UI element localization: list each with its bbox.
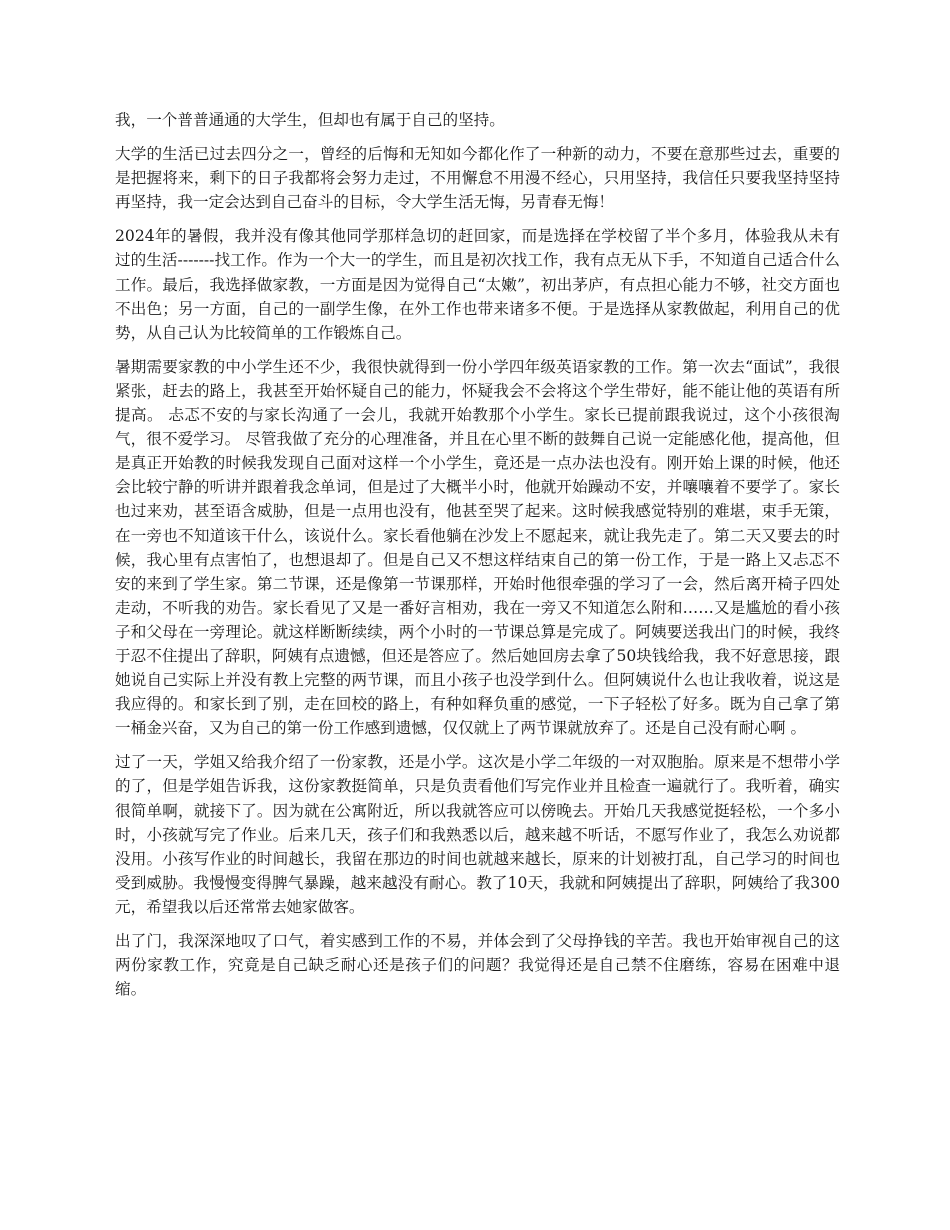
paragraph-first-tutoring: 暑期需要家教的中小学生还不少，我很快就得到一份小学四年级英语家教的工作。第一次去“面试”，我很紧张，赶去的路上，我甚至开始怀疑自己的能力，怀疑我会不会将这个学生带好，能不能让他的英语有所提高。 忐忑不安的与家长沟通了一会儿，我就开始教那个小学生。家长已提前跟我说过，这个小孩很淘气，很不爱学习。 尽管我做了充分的心理准备，并且在心里不断的鼓舞自己说一定能感化他，提高他，但是真正开始教的时候我发现自己面对这样一个小学生，竟还是一点办法也没有。刚开始上课的时候，他还会比较宁静的听讲并跟着我念单词，但是过了大概半小时，他就开始躁动不安，并嚷嚷着不要学了。家长也过来劝，甚至语含威胁，但是一点用也没有，他甚至哭了起来。这时候我感觉特别的难堪，束手无策，在一旁也不知道该干什么，该说什么。家长看他躺在沙发上不愿起来，就让我先走了。第二天又要去的时候，我心里有点害怕了，也想退却了。但是自己又不想这样结束自己的第一份工作，于是一路上又忐忑不安的来到了学生家。第二节课，还是像第一节课那样，开始时他很牵强的学习了一会，然后离开椅子四处走动，不听我的劝告。家长看见了又是一番好言相劝，我在一旁又不知道怎么附和……又是尴尬的看小孩子和父母在一旁理论。就这样断断续续，两个小时的一节课总算是完成了。阿姨要送我出门的时候，我终于忍不住提出了辞职，阿姨有点遗憾，但还是答应了。然后她回房去拿了50块钱给我，我不好意思接，跟她说自己实际上并没有教上完整的两节课，而且小孩子也没学到什么。但阿姨说什么也让我收着，说这是我应得的。和家长到了别，走在回校的路上，有种如释负重的感觉，一下子轻松了好多。既为自己拿了第一桶金兴奋，又为自己的第一份工作感到遗憾，仅仅就上了两节课就放弃了。还是自己没有耐心啊 。 (115, 357, 840, 738)
paragraph-intro: 我，一个普普通通的大学生，但却也有属于自己的坚持。 (115, 111, 505, 129)
paragraph-summer-job: 2024年的暑假，我并没有像其他同学那样急切的赶回家，而是选择在学校留了半个多月，体验我从未有过的生活-------找工作。作为一个大一的学生，而且是初次找工作，我有点无从下手，不知道自己适合什么工作。最后，我选择做家教，一方面是因为觉得自己“太嫩”，初出茅庐，有点担心能力不够，社交方面也不出色；另一方面，自己的一副学生像，在外工作也带来诸多不便。于是选择从家教做起，利用自己的优势，从自己认为比较简单的工作锻炼自己。 (115, 227, 840, 342)
paragraph-reflection: 出了门，我深深地叹了口气，着实感到工作的不易，并体会到了父母挣钱的辛苦。我也开始审视自己的这两份家教工作，究竟是自己缺乏耐心还是孩子们的问题？我觉得还是自己禁不住磨练，容易在困难中退缩。 (115, 932, 840, 999)
paragraph-university-life: 大学的生活已过去四分之一，曾经的后悔和无知如今都化作了一种新的动力，不要在意那些过去，重要的是把握将来，剩下的日子我都将会努力走过，不用懈怠不用漫不经心，只用坚持，我信任只要我坚持坚持再坚持，我一定会达到自己奋斗的目标，令大学生活无悔，另青春无悔！ (115, 145, 840, 212)
document-body (115, 108, 840, 1011)
paragraph-second-tutoring: 过了一天，学姐又给我介绍了一份家教，还是小学。这次是小学二年级的一对双胞胎。原来是不想带小学的了，但是学姐告诉我，这份家教挺简单，只是负责看他们写完作业并且检查一遍就行了。我听着，确实很简单啊，就接下了。因为就在公寓附近，所以我就答应可以傍晚去。开始几天我感觉挺轻松，一个多小时，小孩就写完了作业。后来几天，孩子们和我熟悉以后，越来越不听话，不愿写作业了，我怎么劝说都没用。小孩写作业的时间越长，我留在那边的时间也就越来越长，原来的计划被打乱，自己学习的时间也受到威胁。我慢慢变得脾气暴躁，越来越没有耐心。教了10天，我就和阿姨提出了辞职，阿姨给了我300元，希望我以后还常常去她家做客。 (115, 753, 840, 916)
